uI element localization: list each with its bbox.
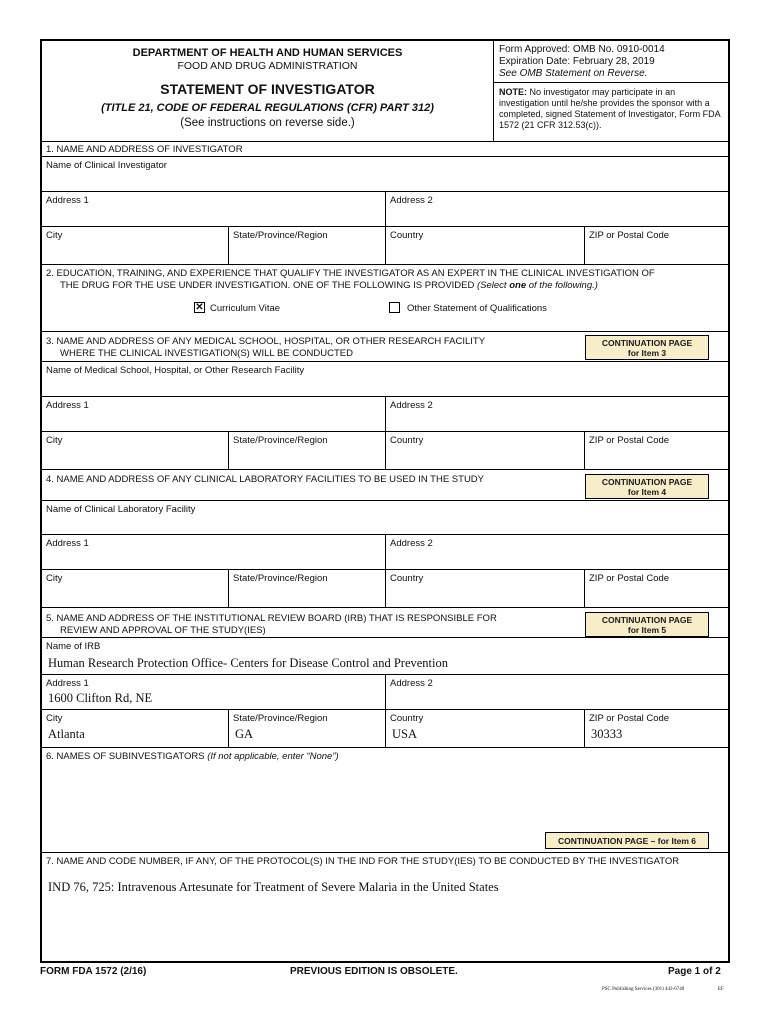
form-id: FORM FDA 1572 (2/16)	[40, 966, 147, 977]
department-name: DEPARTMENT OF HEALTH AND HUMAN SERVICES	[132, 47, 403, 59]
agency-name: FOOD AND DRUG ADMINISTRATION	[177, 60, 358, 72]
protocol-field[interactable]	[42, 853, 728, 963]
s3-zip-label: ZIP or Postal Code	[589, 435, 670, 446]
s5-zip-value: 30333	[591, 727, 623, 741]
s5-city-row	[42, 710, 728, 748]
s5-city-value: Atlanta	[48, 727, 85, 741]
s5-address1-label: Address 1	[46, 678, 89, 689]
ef-mark: EF	[718, 987, 724, 992]
s1-zip-label: ZIP or Postal Code	[589, 230, 670, 241]
cont5-line2: for Item 5	[627, 625, 667, 635]
cont4-line2: for Item 4	[627, 487, 667, 497]
s4-zip-label: ZIP or Postal Code	[589, 573, 670, 584]
cont4-line1: CONTINUATION PAGE	[601, 477, 693, 487]
s3-address-row	[42, 397, 728, 432]
section3-heading	[46, 336, 485, 360]
s1-country-label: Country	[390, 230, 424, 241]
s5-city-label: City	[46, 713, 63, 724]
s4-city-field[interactable]	[42, 570, 228, 607]
section4-heading-row	[42, 470, 728, 501]
s3-city-label: City	[46, 435, 63, 446]
s4-country-label: Country	[390, 573, 424, 584]
cont3-line1: CONTINUATION PAGE	[601, 338, 693, 348]
form-header	[42, 41, 728, 142]
s1-city-field[interactable]	[42, 227, 228, 264]
s4-city-label: City	[46, 573, 63, 584]
s4-state-field[interactable]	[228, 570, 385, 607]
s5-country-field[interactable]	[385, 710, 584, 747]
fda-1572-form	[40, 39, 730, 963]
section6-heading	[46, 751, 339, 763]
lab-name-field[interactable]	[42, 501, 728, 535]
note-label: NOTE:	[499, 87, 527, 97]
other-qualifications-label: Other Statement of Qualifications	[407, 303, 547, 314]
s3-address1-field[interactable]	[42, 397, 385, 431]
s4-city-row	[42, 570, 728, 608]
section3-heading-row	[42, 332, 728, 362]
facility-name-field[interactable]	[42, 362, 728, 397]
s1-state-label: State/Province/Region	[233, 230, 328, 241]
s3-address1-label: Address 1	[46, 400, 89, 411]
omb-expiration: Expiration Date: February 28, 2019	[499, 56, 655, 67]
header-omb-block	[494, 41, 728, 141]
s3-country-field[interactable]	[385, 432, 584, 469]
s5-country-label: Country	[390, 713, 424, 724]
s3-address2-label: Address 2	[390, 400, 433, 411]
s1-country-field[interactable]	[385, 227, 584, 264]
cont3-line2: for Item 3	[627, 348, 667, 358]
section2-hint-post: of the following.)	[526, 280, 598, 291]
note-text: No investigator may participate in an investigation until he/she provides the sponsor with a completed, signed Statement of Investigator, Form FDA 1572 (21 CFR 312.53(c)).	[499, 87, 721, 130]
s3-city-field[interactable]	[42, 432, 228, 469]
s1-address2-field[interactable]	[385, 192, 728, 226]
section1-heading-row	[42, 142, 728, 157]
section1-heading: 1. NAME AND ADDRESS OF INVESTIGATOR	[46, 144, 243, 155]
investigator-note	[494, 84, 728, 131]
s4-address1-field[interactable]	[42, 535, 385, 569]
section2-heading-line1: 2. EDUCATION, TRAINING, AND EXPERIENCE THAT QUALIFY THE INVESTIGATOR AS AN EXPERT IN THE CLINICAL INVESTIGATION OF	[46, 268, 655, 279]
s5-address2-label: Address 2	[390, 678, 433, 689]
s5-state-field[interactable]	[228, 710, 385, 747]
s4-address2-field[interactable]	[385, 535, 728, 569]
cv-checkbox-label: Curriculum Vitae	[210, 303, 281, 314]
section2-heading-line2-text: THE DRUG FOR THE USE UNDER INVESTIGATION. ONE OF THE FOLLOWING IS PROVIDED	[60, 280, 477, 291]
section2-hint-pre: (Select	[477, 280, 510, 291]
s4-address2-label: Address 2	[390, 538, 433, 549]
s5-address2-field[interactable]	[385, 675, 728, 709]
irb-name-field[interactable]	[42, 638, 728, 675]
s3-zip-field[interactable]	[584, 432, 728, 469]
form-subtitle: (TITLE 21, CODE OF FEDERAL REGULATIONS (CFR) PART 312)	[101, 102, 434, 114]
s1-zip-field[interactable]	[584, 227, 728, 264]
s1-address1-field[interactable]	[42, 192, 385, 226]
section2-heading-line2	[46, 280, 655, 292]
s3-state-label: State/Province/Region	[233, 435, 328, 446]
protocol-value: IND 76, 725: Intravenous Artesunate for Treatment of Severe Malaria in the United States	[48, 880, 499, 894]
s5-address1-value: 1600 Clifton Rd, NE	[48, 691, 153, 705]
omb-statement: See OMB Statement on Reverse.	[499, 68, 648, 79]
section2-heading	[46, 268, 655, 292]
s4-address-row	[42, 535, 728, 570]
publisher-credit: PSC Publishing Services (301) 443-6740	[602, 987, 685, 992]
s3-state-field[interactable]	[228, 432, 385, 469]
subinvestigators-field[interactable]	[42, 748, 728, 853]
facility-name-label: Name of Medical School, Hospital, or Other Research Facility	[46, 365, 305, 376]
section7-heading: 7. NAME AND CODE NUMBER, IF ANY, OF THE PROTOCOL(S) IN THE IND FOR THE STUDY(IES) TO BE CONDUCTED BY THE INVESTIGATOR	[46, 856, 680, 867]
other-qualifications-checkbox[interactable]	[389, 302, 400, 313]
s5-address1-field[interactable]	[42, 675, 385, 709]
s4-address1-label: Address 1	[46, 538, 89, 549]
s3-city-row	[42, 432, 728, 470]
irb-name-value: Human Research Protection Office- Centers for Disease Control and Prevention	[48, 656, 448, 670]
section5-heading-row	[42, 608, 728, 638]
continuation-page-item3-button[interactable]	[585, 335, 709, 360]
s5-state-label: State/Province/Region	[233, 713, 328, 724]
continuation-page-item5-button[interactable]	[585, 612, 709, 637]
s5-city-field[interactable]	[42, 710, 228, 747]
s3-address2-field[interactable]	[385, 397, 728, 431]
s5-state-value: GA	[235, 727, 254, 741]
s1-address2-label: Address 2	[390, 195, 433, 206]
cv-checkbox[interactable]: ✕	[195, 302, 204, 313]
header-title-block	[42, 41, 494, 141]
s4-state-label: State/Province/Region	[233, 573, 328, 584]
omb-approved: Form Approved: OMB No. 0910-0014	[499, 44, 665, 55]
investigator-name-field[interactable]	[42, 157, 728, 192]
lab-name-label: Name of Clinical Laboratory Facility	[46, 504, 196, 515]
section2-hint-bold: one	[509, 280, 527, 291]
s1-city-row	[42, 227, 728, 265]
s1-address1-label: Address 1	[46, 195, 89, 206]
section5-heading-line2: REVIEW AND APPROVAL OF THE STUDY(IES)	[60, 625, 266, 636]
obsolete-notice: PREVIOUS EDITION IS OBSOLETE.	[290, 966, 458, 977]
page-number: Page 1 of 2	[668, 966, 721, 977]
section3-heading-line2: WHERE THE CLINICAL INVESTIGATION(S) WILL BE CONDUCTED	[60, 348, 353, 359]
form-instructions: (See instructions on reverse side.)	[180, 117, 355, 129]
cont5-line1: CONTINUATION PAGE	[601, 615, 693, 625]
section5-heading-line1: 5. NAME AND ADDRESS OF THE INSTITUTIONAL REVIEW BOARD (IRB) THAT IS RESPONSIBLE FOR	[46, 613, 497, 624]
section5-heading	[46, 613, 497, 637]
s1-address-row	[42, 192, 728, 227]
s3-country-label: Country	[390, 435, 424, 446]
s5-country-value: USA	[392, 727, 418, 741]
form-title: STATEMENT OF INVESTIGATOR	[160, 81, 375, 97]
s4-zip-field[interactable]	[584, 570, 728, 607]
irb-name-label: Name of IRB	[46, 641, 101, 652]
s4-country-field[interactable]	[385, 570, 584, 607]
s5-address-row	[42, 675, 728, 710]
s5-zip-label: ZIP or Postal Code	[589, 713, 670, 724]
section2-qualifications	[42, 265, 728, 332]
section6-heading-hint: (If not applicable, enter “None”)	[207, 751, 339, 762]
section4-heading: 4. NAME AND ADDRESS OF ANY CLINICAL LABORATORY FACILITIES TO BE USED IN THE STUDY	[46, 474, 485, 485]
continuation-page-item4-button[interactable]	[585, 474, 709, 499]
section3-heading-line1: 3. NAME AND ADDRESS OF ANY MEDICAL SCHOOL, HOSPITAL, OR OTHER RESEARCH FACILITY	[46, 336, 486, 347]
s1-state-field[interactable]	[228, 227, 385, 264]
continuation-page-item6-button[interactable]: CONTINUATION PAGE – for Item 6	[545, 832, 709, 849]
section6-heading-text: 6. NAMES OF SUBINVESTIGATORS	[46, 751, 208, 762]
omb-info	[494, 41, 728, 83]
s5-zip-field[interactable]	[584, 710, 728, 747]
investigator-name-label: Name of Clinical Investigator	[46, 160, 167, 171]
s1-city-label: City	[46, 230, 63, 241]
